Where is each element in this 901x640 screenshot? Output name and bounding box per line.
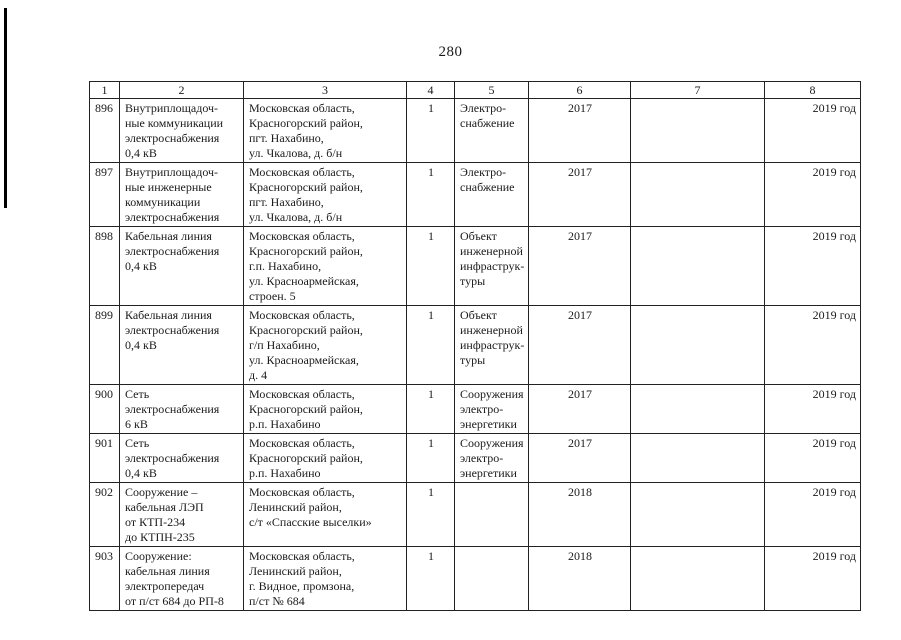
scan-edge-mark (4, 8, 7, 208)
address-cell: Московская область, Красногорский район, пгт. Нахабино, ул. Чкалова, д. б/н (244, 163, 407, 227)
year-cell: 2017 (529, 99, 631, 163)
completion-cell: 2019 год (765, 547, 861, 611)
table-row (90, 163, 861, 227)
column7-cell (631, 227, 765, 306)
completion-cell: 2019 год (765, 385, 861, 434)
address-cell: Московская область, Ленинский район, с/т «Спасские выселки» (244, 483, 407, 547)
purpose-cell: Сооружения электро- энергетики (455, 434, 529, 483)
object-name-cell: Сооружение: кабельная линия электропередач от п/ст 684 до РП-8 (120, 547, 244, 611)
purpose-cell: Электро- снабжение (455, 99, 529, 163)
purpose-cell: Электро- снабжение (455, 163, 529, 227)
registry-table (89, 81, 861, 611)
year-cell: 2017 (529, 434, 631, 483)
column-header: 1 (90, 82, 120, 99)
address-cell: Московская область, Красногорский район, г/п Нахабино, ул. Красноармейская, д. 4 (244, 306, 407, 385)
quantity-cell: 1 (407, 227, 455, 306)
quantity-cell: 1 (407, 483, 455, 547)
column-header: 4 (407, 82, 455, 99)
table-header (90, 82, 861, 99)
quantity-cell: 1 (407, 385, 455, 434)
address-cell: Московская область, Ленинский район, г. Видное, промзона, п/ст № 684 (244, 547, 407, 611)
column-header: 7 (631, 82, 765, 99)
purpose-cell (455, 483, 529, 547)
purpose-cell: Объект инженерной инфраструк- туры (455, 306, 529, 385)
year-cell: 2017 (529, 385, 631, 434)
object-name-cell: Сеть электроснабжения 6 кВ (120, 385, 244, 434)
quantity-cell: 1 (407, 99, 455, 163)
column-header: 6 (529, 82, 631, 99)
object-name-cell: Внутриплощадоч- ные инженерные коммуникации электроснабжения (120, 163, 244, 227)
row-number-cell: 897 (90, 163, 120, 227)
address-cell: Московская область, Красногорский район, пгт. Нахабино, ул. Чкалова, д. б/н (244, 99, 407, 163)
page-number: 280 (438, 44, 463, 60)
object-name-cell: Кабельная линия электроснабжения 0,4 кВ (120, 227, 244, 306)
column7-cell (631, 163, 765, 227)
header-row (90, 82, 861, 99)
object-name-cell: Сеть электроснабжения 0,4 кВ (120, 434, 244, 483)
table-row (90, 99, 861, 163)
quantity-cell: 1 (407, 163, 455, 227)
object-name-cell: Кабельная линия электроснабжения 0,4 кВ (120, 306, 244, 385)
column-header: 8 (765, 82, 861, 99)
table-row (90, 434, 861, 483)
table-row (90, 227, 861, 306)
address-cell: Московская область, Красногорский район, р.п. Нахабино (244, 434, 407, 483)
column7-cell (631, 385, 765, 434)
table-row (90, 385, 861, 434)
year-cell: 2018 (529, 483, 631, 547)
table-body (90, 99, 861, 611)
row-number-cell: 896 (90, 99, 120, 163)
year-cell: 2017 (529, 306, 631, 385)
column7-cell (631, 306, 765, 385)
purpose-cell (455, 547, 529, 611)
column-header: 5 (455, 82, 529, 99)
table-row (90, 483, 861, 547)
row-number-cell: 900 (90, 385, 120, 434)
row-number-cell: 903 (90, 547, 120, 611)
year-cell: 2017 (529, 227, 631, 306)
year-cell: 2017 (529, 163, 631, 227)
row-number-cell: 901 (90, 434, 120, 483)
row-number-cell: 902 (90, 483, 120, 547)
quantity-cell: 1 (407, 306, 455, 385)
column7-cell (631, 434, 765, 483)
table-row (90, 306, 861, 385)
column7-cell (631, 547, 765, 611)
completion-cell: 2019 год (765, 227, 861, 306)
purpose-cell: Сооружения электро- энергетики (455, 385, 529, 434)
column7-cell (631, 483, 765, 547)
completion-cell: 2019 год (765, 99, 861, 163)
table-row (90, 547, 861, 611)
year-cell: 2018 (529, 547, 631, 611)
column7-cell (631, 99, 765, 163)
quantity-cell: 1 (407, 434, 455, 483)
address-cell: Московская область, Красногорский район, г.п. Нахабино, ул. Красноармейская, строен. 5 (244, 227, 407, 306)
column-header: 3 (244, 82, 407, 99)
object-name-cell: Внутриплощадоч- ные коммуникации электроснабжения 0,4 кВ (120, 99, 244, 163)
object-name-cell: Сооружение – кабельная ЛЭП от КТП-234 до КТПН-235 (120, 483, 244, 547)
completion-cell: 2019 год (765, 163, 861, 227)
purpose-cell: Объект инженерной инфраструк- туры (455, 227, 529, 306)
completion-cell: 2019 год (765, 306, 861, 385)
column-header: 2 (120, 82, 244, 99)
completion-cell: 2019 год (765, 483, 861, 547)
row-number-cell: 899 (90, 306, 120, 385)
quantity-cell: 1 (407, 547, 455, 611)
address-cell: Московская область, Красногорский район, р.п. Нахабино (244, 385, 407, 434)
row-number-cell: 898 (90, 227, 120, 306)
completion-cell: 2019 год (765, 434, 861, 483)
